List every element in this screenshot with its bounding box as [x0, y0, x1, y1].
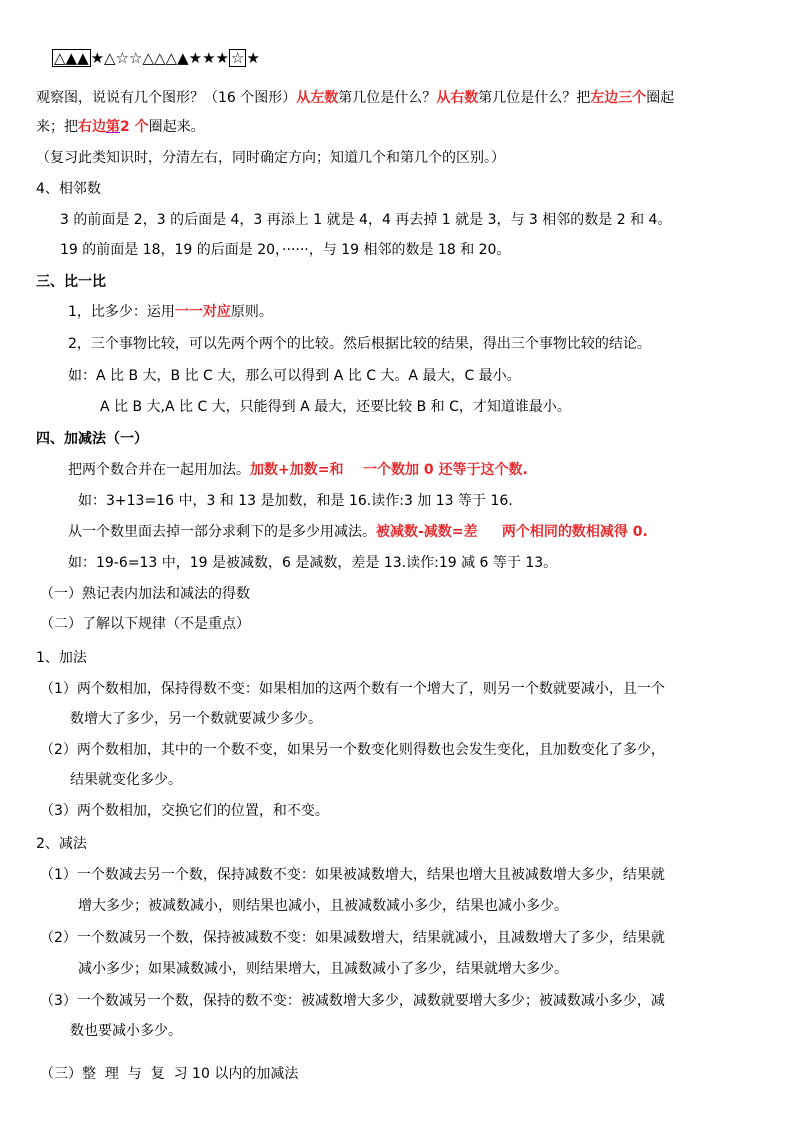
addition-rule-3: （3）两个数相加，交换它们的位置，和不变。	[40, 803, 329, 819]
adjacent-line-1: 3 的前面是 2，3 的后面是 4，3 再添上 1 就是 4，4 再去掉 1 就是 3，与 3 相邻的数是 2 和 4。	[60, 212, 672, 228]
compare-line-2: 2，三个事物比较，可以先两个两个的比较。然后根据比较的结果，得出三个事物比较的结论。	[68, 336, 651, 352]
shapes-tail: ★	[246, 49, 260, 67]
emphasis: 从右数	[436, 90, 479, 106]
compare-line-1	[68, 302, 273, 322]
addition-rule-1b: 数增大了多少，另一个数就要减少多少。	[70, 711, 322, 727]
emphasis: 2 个	[120, 119, 149, 135]
addition-rule-2b: 结果就变化多少。	[70, 772, 182, 788]
addition-rule-2a: （2）两个数相加，其中的一个数不变，如果另一个数变化则得数也会发生变化，且加数变化了多少，	[40, 742, 665, 758]
emphasis: 加数+加数=和 一个数加 0 还等于这个数.	[250, 462, 528, 478]
boxed-shape-last: ☆	[230, 49, 245, 67]
boxed-shapes-first: △▲▲	[54, 49, 89, 67]
text: 第几位是什么？把	[478, 90, 591, 106]
subheading-3: （三）整 理 与 复 习 10 以内的加减法	[40, 1066, 299, 1082]
section-adjacent-title: 4、相邻数	[36, 181, 101, 197]
shapes-middle: ★△☆☆△△△▲★★★	[90, 49, 229, 67]
compare-line-4: A 比 B 大,A 比 C 大，只能得到 A 最大，还要比较 B 和 C，才知道谁最小。	[100, 399, 571, 415]
section-compare-title: 三、比一比	[36, 274, 106, 290]
addition-rule-1a: （1）两个数相加，保持得数不变：如果相加的这两个数有一个增大了，则另一个数就要减小，且一个	[40, 681, 665, 697]
text: 把两个数合并在一起用加法。	[68, 462, 250, 478]
subtraction-rule-1b: 增大多少；被减数减小，则结果也减小，且被减数减小多少，结果也减小多少。	[78, 898, 568, 914]
emphasis: 左边三个	[590, 90, 647, 106]
shape-row	[52, 48, 260, 68]
text: 第几位是什么？	[338, 90, 437, 106]
section-addsub-title: 四、加减法（一）	[36, 431, 148, 447]
emphasis: 一一对应	[174, 304, 231, 320]
subtraction-rule-3b: 数也要减小多少。	[70, 1023, 182, 1039]
subtraction-title: 2、减法	[36, 836, 87, 852]
paragraph-observe	[36, 88, 674, 108]
emphasis: 被减数-减数=差 两个相同的数相减得 0.	[376, 524, 648, 540]
text: 圈起来。	[148, 119, 205, 135]
addsub-line-3	[68, 522, 648, 542]
text: 圈起	[646, 90, 675, 106]
addsub-line-1	[68, 460, 528, 480]
emphasis: 第	[106, 119, 120, 135]
addsub-line-4: 如：19-6=13 中，19 是被减数，6 是减数，差是 13.读作:19 减 6 等于 13。	[68, 555, 558, 571]
text: 从一个数里面去掉一部分求剩下的是多少用减法。	[68, 524, 376, 540]
adjacent-line-2: 19 的前面是 18，19 的后面是 20，······，与 19 相邻的数是 18 和 20。	[60, 242, 511, 258]
subheading-1: （一）熟记表内加法和减法的得数	[40, 586, 250, 602]
subtraction-rule-2b: 减小多少；如果减数减小，则结果增大，且减数减小了多少，结果就增大多少。	[78, 961, 568, 977]
subtraction-rule-1a: （1）一个数减去另一个数，保持减数不变：如果被减数增大，结果也增大且被减数增大多少，结果就	[40, 867, 665, 883]
emphasis: 从左数	[296, 90, 339, 106]
subtraction-rule-2a: （2）一个数减另一个数，保持被减数不变：如果减数增大，结果就减小，且减数增大了多少，结果就	[40, 930, 665, 946]
text: 观察图，说说有几个图形？（16 个图形）	[36, 90, 297, 106]
addition-title: 1、加法	[36, 650, 87, 666]
text: 1，比多少：运用	[68, 304, 175, 320]
emphasis: 右边	[78, 119, 106, 135]
note: （复习此类知识时，分清左右，同时确定方向；知道几个和第几个的区别。）	[36, 150, 505, 166]
subheading-2: （二）了解以下规律（不是重点）	[40, 616, 250, 632]
text: 来；把	[36, 119, 78, 135]
subtraction-rule-3a: （3）一个数减另一个数，保持的数不变：被减数增大多少，减数就要增大多少；被减数减小多少，减	[40, 993, 665, 1009]
text: 原则。	[230, 304, 273, 320]
paragraph-observe-cont	[36, 117, 205, 137]
compare-line-3: 如：A 比 B 大，B 比 C 大，那么可以得到 A 比 C 大。A 最大，C 最小。	[68, 368, 521, 384]
addsub-line-2: 如：3+13=16 中，3 和 13 是加数，和是 16.读作:3 加 13 等于 16.	[78, 493, 513, 509]
